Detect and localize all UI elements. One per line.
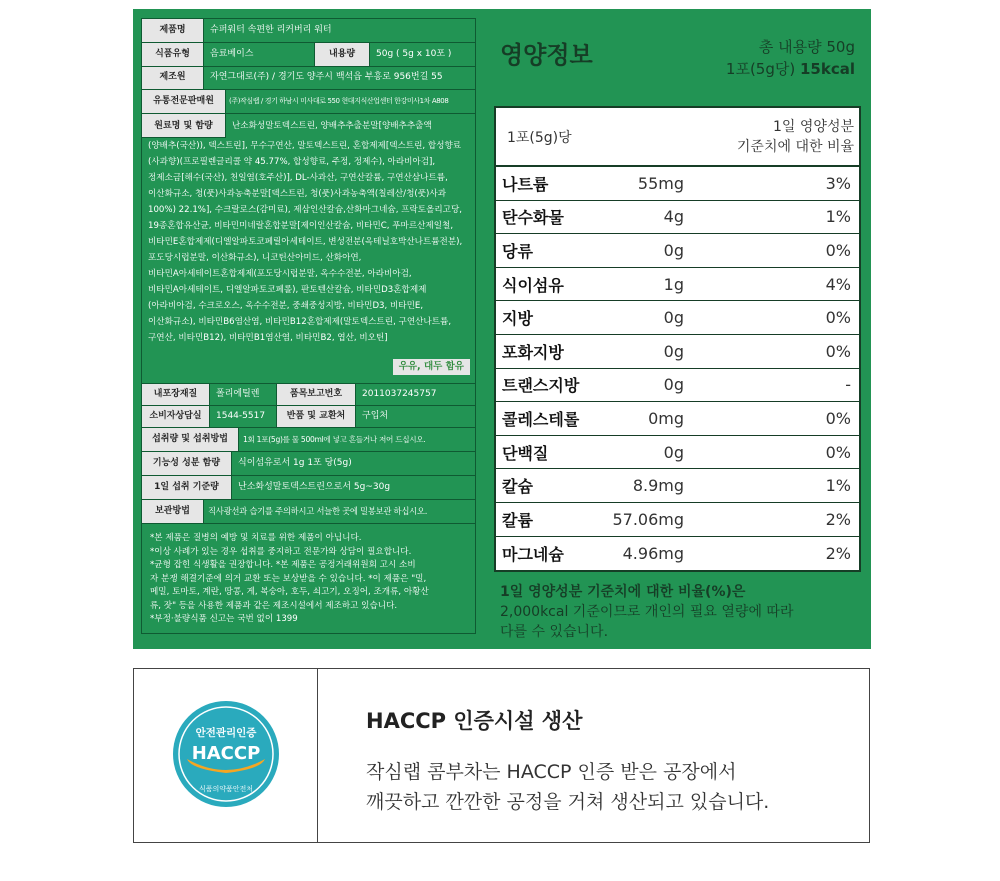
nutrient-percent: 1% bbox=[825, 476, 851, 496]
nutrient-name: 지방 bbox=[502, 309, 533, 329]
volume-label: 내용량 bbox=[314, 43, 370, 66]
row-customer-service bbox=[142, 406, 475, 428]
ingredients-label: 원료명 및 함량 bbox=[142, 114, 226, 138]
nutrition-row bbox=[496, 301, 859, 335]
nutrition-row bbox=[496, 201, 859, 235]
nutrient-percent: 0% bbox=[825, 442, 851, 462]
refund-value: 구입처 bbox=[362, 410, 389, 421]
food-type-label: 식품유형 bbox=[142, 43, 204, 66]
storage-value: 직사광선과 습기를 주의하시고 서늘한 곳에 밀봉보관 하십시오. bbox=[208, 506, 428, 517]
customer-service-value: 1544-5517 bbox=[216, 410, 266, 421]
row-food-type bbox=[142, 43, 475, 67]
serving-kcal: 15kcal bbox=[799, 60, 855, 78]
ingredients-text: (양배추(국산)), 덱스트린], 무수구연산, 말토덱스트린, 혼합제제[덱스트린, 합성향료(사과향)(프로필렌글리콜 약 45.77%, 합성향료, 주정, 정제수), 아라비아검], 정제소금[해수(국산), 천일염(호주산)], DL-사과산, 구연산칼륨, 구연산삼나트륨, 이산화규소, 청(풋)사과농축분말[덱스트린, 청(풋)사과농축액(칠레산/청(풋)사과 100%) 22.1%], 수크랄로스(감미료), 제삼인산칼슘,산화마그네슘, 프락토올리고당, 19종혼합유산균, 비타민미네랄혼합분말[제이인산칼슘, 비타민C, 푸마르산제일철, 비타민E혼합제제(디엘알파토코페릴아세테이트, 변성전분(옥테닐호박산나트륨전분), 포도당시럽분말, 이산화규소), 니코틴산아미드, 산화아연, 비타민A아세테이트혼합제제(포도당시럽분말, 옥수수전분, 아라비아검, 비타민A아세테이트, 디엘알파토코페롤), 판토텐산칼슘, 비타민D3혼합제제(아라비아검, 수크로오스, 옥수수전분, 중쇄중성지방, 비타민D3, 비타민E, 이산화규소), 비타민B6염산염, 비타민B12혼합제제(말토덱스트린, 구연산나트륨, 구연산, 비타민B12), 비타민B1염산염, 비타민B2, 엽산, 비오틴] bbox=[148, 141, 463, 343]
nutrient-amount: 0g bbox=[663, 240, 684, 260]
nutrition-row bbox=[496, 369, 859, 403]
note-line3: 다를 수 있습니다. bbox=[500, 624, 609, 640]
nutrient-name: 포화지방 bbox=[502, 342, 564, 362]
haccp-title: HACCP 인증시설 생산 bbox=[366, 709, 583, 733]
haccp-logo-bottom: 식품의약품안전처 bbox=[198, 785, 254, 793]
nutrient-name: 탄수화물 bbox=[502, 208, 564, 228]
nutrient-amount: 0mg bbox=[648, 408, 684, 428]
nutrition-rows bbox=[496, 167, 859, 570]
nutrition-title: 영양정보 bbox=[500, 41, 593, 69]
row-functional bbox=[142, 452, 475, 476]
volume-value: 50g ( 5g x 10포 ) bbox=[376, 48, 452, 59]
nutrition-note bbox=[500, 582, 793, 642]
nutrition-row bbox=[496, 335, 859, 369]
note-line1: 1일 영양성분 기준치에 대한 비율(%)은 bbox=[500, 584, 746, 600]
nutrient-percent: - bbox=[845, 375, 851, 395]
notice-text: *본 제품은 질병의 예방 및 치료를 위한 제품이 아닙니다. *이상 사례가 있는 경우 섭취를 중지하고 전문가와 상담이 필요합니다. *균형 잡힌 식생활을 권장합니다. *본 제품은 공정거래위원회 고시 소비 자 분쟁 해결기준에 의거 교환 또는 보상받을 수 있습니다. *이 제품은 "밀, 메밀, 토마토, 계란, 땅콩, 게, 복숭아, 호두, 쇠고기, 오징어, 조개류, 아황산 류, 잣" 등을 사용한 제품과 같은 제조시설에서 제조하고 있습니다. *부정·불량식품 신고는 국번 없이 1399 bbox=[150, 533, 429, 624]
row-ingredients bbox=[142, 114, 475, 384]
haccp-logo-icon bbox=[171, 699, 281, 809]
refund-label: 반품 및 교환처 bbox=[276, 406, 356, 427]
intake-label: 섭취량 및 섭취방법 bbox=[142, 428, 239, 451]
report-number-value: 2011037245757 bbox=[362, 388, 437, 399]
nutrient-name: 식이섬유 bbox=[502, 275, 564, 295]
nutrient-percent: 0% bbox=[825, 308, 851, 328]
row-daily-intake bbox=[142, 476, 475, 500]
intake-value: 1회 1포(5g)를 물 500ml에 넣고 흔들거나 저어 드십시오. bbox=[243, 434, 426, 444]
nutrition-row bbox=[496, 537, 859, 571]
product-name-value: 슈퍼워터 속편한 리커버리 워터 bbox=[210, 24, 332, 35]
total-content: 총 내용량 50g bbox=[758, 38, 855, 56]
nutrient-percent: 1% bbox=[825, 207, 851, 227]
nutrition-total bbox=[726, 36, 855, 80]
nutrient-amount: 55mg bbox=[637, 173, 684, 193]
note-line2: 2,000kcal 기준이므로 개인의 필요 열량에 따라 bbox=[500, 604, 794, 620]
nutrition-row bbox=[496, 167, 859, 201]
row-product-name bbox=[142, 19, 475, 43]
haccp-desc-line1: 작심랩 콤부차는 HACCP 인증 받은 공장에서 bbox=[366, 761, 737, 783]
nutrient-name: 칼륨 bbox=[502, 510, 533, 530]
row-notice bbox=[142, 524, 475, 635]
haccp-desc-line2: 깨끗하고 깐깐한 공정을 거쳐 생산되고 있습니다. bbox=[366, 791, 770, 813]
nutrient-percent: 0% bbox=[825, 408, 851, 428]
daily-ref-line1: 1일 영양성분 bbox=[773, 118, 854, 135]
nutrient-percent: 2% bbox=[825, 509, 851, 529]
nutrient-amount: 4g bbox=[663, 207, 684, 227]
nutrient-percent: 2% bbox=[825, 543, 851, 563]
nutrient-percent: 4% bbox=[825, 274, 851, 294]
nutrient-name: 트랜스지방 bbox=[502, 376, 580, 396]
functional-value: 식이섬유로서 1g 1포 당(5g) bbox=[238, 457, 352, 468]
nutrition-row bbox=[496, 503, 859, 537]
serving-info bbox=[726, 58, 855, 80]
daily-intake-label: 1일 섭취 기준량 bbox=[142, 476, 232, 499]
nutrient-amount: 0g bbox=[663, 341, 684, 361]
nutrient-name: 마그네슘 bbox=[502, 544, 564, 564]
storage-label: 보관방법 bbox=[142, 500, 204, 523]
daily-ref-line2: 기준치에 대한 비율 bbox=[736, 138, 854, 155]
nutrition-row bbox=[496, 268, 859, 302]
functional-label: 기능성 성분 함량 bbox=[142, 452, 232, 475]
product-name-label: 제품명 bbox=[142, 19, 204, 42]
nutrient-name: 당류 bbox=[502, 241, 533, 261]
nutrient-amount: 4.96mg bbox=[622, 543, 684, 563]
nutrient-percent: 0% bbox=[825, 240, 851, 260]
row-manufacturer bbox=[142, 67, 475, 90]
nutrient-name: 나트륨 bbox=[502, 174, 549, 194]
nutrient-amount: 0g bbox=[663, 442, 684, 462]
nutrient-name: 칼슘 bbox=[502, 477, 533, 497]
row-seller bbox=[142, 90, 475, 114]
nutrient-amount: 1g bbox=[663, 274, 684, 294]
row-storage bbox=[142, 500, 475, 524]
food-type-value: 음료베이스 bbox=[210, 48, 254, 59]
haccp-logo-mark: HACCP bbox=[191, 743, 261, 764]
nutrition-table bbox=[494, 106, 861, 572]
seller-label: 유통전문판매원 bbox=[142, 90, 226, 113]
daily-intake-value: 난소화성말토덱스트린으로서 5g~30g bbox=[238, 481, 391, 492]
customer-service-label: 소비자상담실 bbox=[142, 406, 210, 427]
allergy-badge: 우유, 대두 함유 bbox=[393, 359, 470, 375]
packaging-label: 내포장재질 bbox=[142, 384, 210, 405]
row-packaging bbox=[142, 384, 475, 406]
product-label-panel bbox=[133, 9, 871, 649]
packaging-value: 폴리에틸렌 bbox=[216, 388, 260, 399]
nutrient-percent: 3% bbox=[825, 173, 851, 193]
nutrient-name: 단백질 bbox=[502, 443, 549, 463]
haccp-section bbox=[133, 668, 870, 843]
nutrition-row bbox=[496, 402, 859, 436]
nutrient-amount: 8.9mg bbox=[632, 476, 684, 496]
nutrient-percent: 0% bbox=[825, 341, 851, 361]
nutrient-name: 콜레스테롤 bbox=[502, 409, 580, 429]
haccp-description bbox=[366, 757, 769, 817]
nutrition-panel bbox=[494, 29, 861, 640]
nutrient-amount: 57.06mg bbox=[612, 509, 684, 529]
product-info-table bbox=[141, 18, 476, 634]
manufacturer-label: 제조원 bbox=[142, 67, 204, 89]
haccp-logo-top: 안전관리인증 bbox=[195, 727, 257, 739]
per-serving-label: 1포(5g)당 bbox=[507, 129, 572, 146]
serving-prefix: 1포(5g당) bbox=[725, 60, 800, 78]
nutrient-amount: 0g bbox=[663, 375, 684, 395]
seller-value: (주)작심랩 / 경기 하남시 미사대로 550 현대지식산업센터 한강미사1차 A808 bbox=[229, 97, 449, 106]
manufacturer-value: 자연그대로(주) / 경기도 양주시 백석읍 부흥로 956번길 55 bbox=[210, 72, 443, 83]
report-number-label: 품목보고번호 bbox=[276, 384, 356, 405]
nutrition-row bbox=[496, 234, 859, 268]
daily-ref-label bbox=[737, 117, 854, 157]
nutrition-row bbox=[496, 436, 859, 470]
nutrient-amount: 0g bbox=[663, 308, 684, 328]
ingredients-first-line: 난소화성말토덱스트린, 양배추추출분말[양배추추출액 bbox=[232, 121, 432, 131]
nutrition-row bbox=[496, 469, 859, 503]
row-intake bbox=[142, 428, 475, 452]
nutrition-header bbox=[496, 108, 859, 167]
haccp-divider bbox=[317, 669, 318, 842]
